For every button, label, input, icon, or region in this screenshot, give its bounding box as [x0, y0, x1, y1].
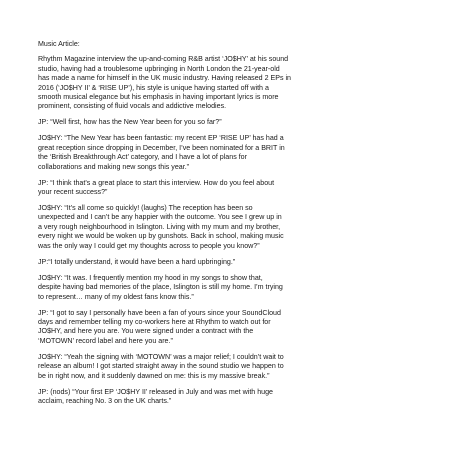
intro-paragraph: Rhythm Magazine interview the up-and-coming R&B artist ‘JO$HY’ at his sound studio, having had a troublesome upbringing in North London the 21-year-old has made a name for himself in the UK music industry. Having released 2 EPs in 2016 (‘JO$HY II’ & ‘RISE UP’), his style is unique having started off with a smooth musical elegance but his emphasis in having important lyrics is more prominent, consisting of fluid vocals and addictive melodies.: [38, 55, 291, 111]
interviewer-comment-5: JP: (nods) “Your first EP ‘JO$HY II’ released in July and was met with huge acclaim, reaching No. 3 on the UK charts.”: [38, 387, 273, 405]
interviewer-comment-4: JP: “I got to say I personally have been a fan of yours since your SoundCloud days and remember telling my co-workers here at Rhythm to watch out for JO$HY, and here you are. You were signed under a contract with the ‘MOTOWN’ record label and here you are.”: [38, 308, 281, 345]
artist-answer-1: JO$HY: “The New Year has been fantastic: my recent EP ‘RISE UP’ has had a great reception since dropping in December, I’ve been nominated for a BRIT in the ‘British Breakthrough Act’ category, and I have a lot of plans for collaborations and making new songs this year.”: [38, 134, 285, 171]
interviewer-question-2: JP: “I think that’s a great place to start this interview. How do you feel about your recent success?”: [38, 178, 275, 197]
article-heading: Music Article:: [38, 40, 80, 48]
interviewer-comment-3: JP:“I totally understand, it would have been a hard upbringing.”: [38, 257, 236, 266]
interviewer-question-1: JP: “Well first, how has the New Year been for you so far?”: [38, 118, 222, 127]
artist-answer-4: JO$HY: “Yeah the signing with ‘MOTOWN’ was a major relief; I couldn’t wait to release an album! I got started straight away in the sound studio we happen to be in right now, and it suddenly dawned on me: this is my massive break.”: [38, 352, 284, 380]
artist-answer-3: JO$HY: “It was. I frequently mention my hood in my songs to show that, despite having bad memories of the place, Islington is still my home. I’m trying to represent… many of my oldest fans know this.”: [38, 273, 283, 301]
artist-answer-2: JO$HY: “It’s all come so quickly! (laughs) The reception has been so unexpected and I can’t be any happier with the outcome. You see I grew up in a very rough neighbourhood in Islington. Living with my mum and my brother, every night we would be woken up by gunshots. Back in school, making music was the only way I could get my thoughts across to people you know?”: [38, 204, 284, 250]
